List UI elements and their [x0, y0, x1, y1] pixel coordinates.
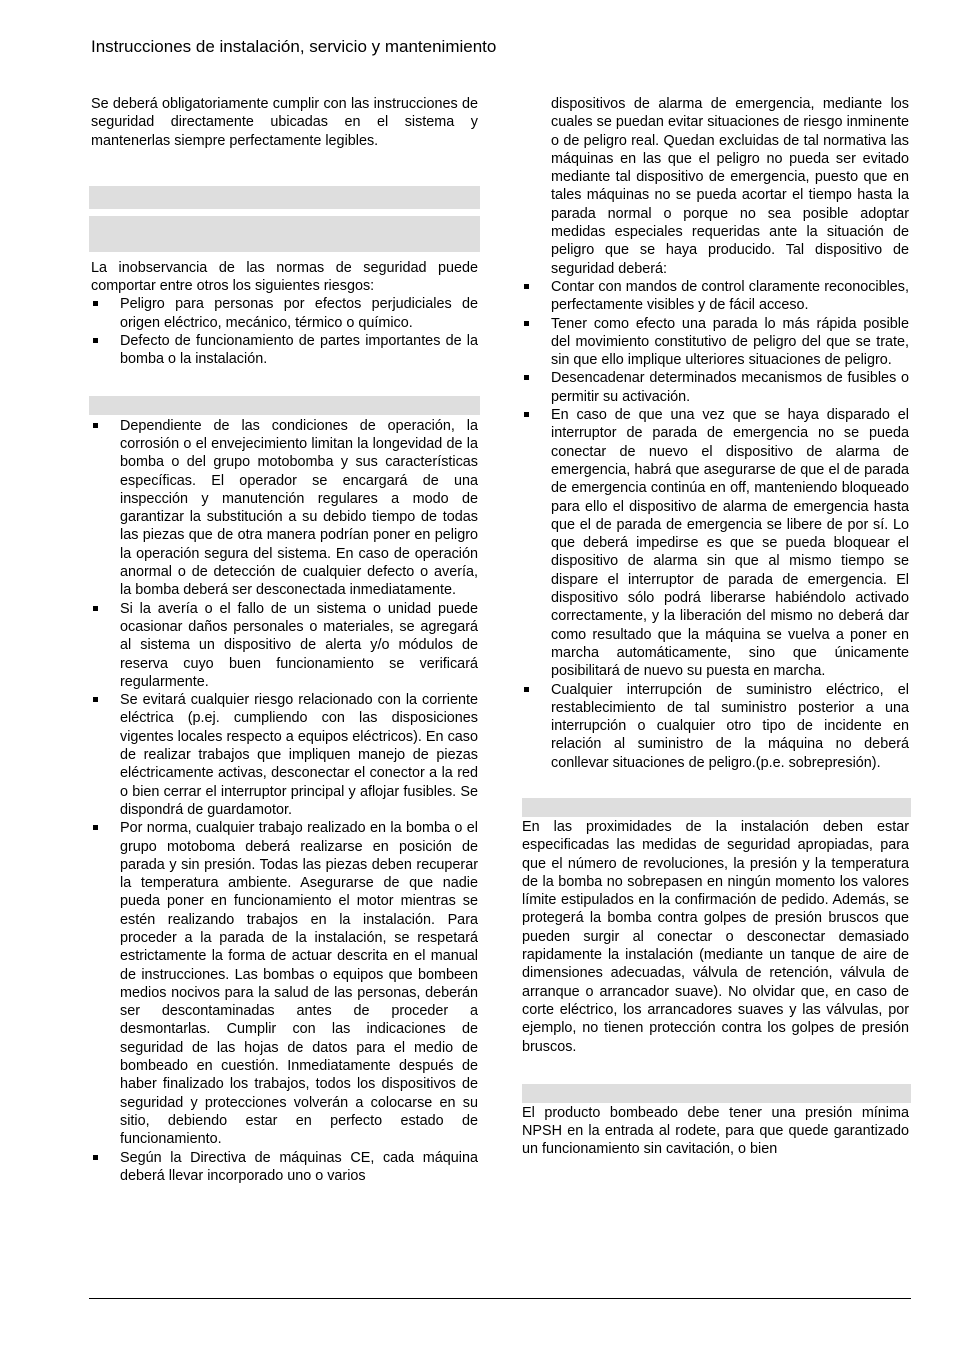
list-item: Desencadenar determinados mecanismos de fusibles o permitir su activación.: [522, 369, 909, 406]
section-heading-bar: [522, 798, 911, 817]
section-heading-bar: [89, 216, 480, 252]
list-item: Tener como efecto una parada lo más rápida posible del movimiento constitutivo de peligro del que se trate, sin que ello implique ulteriores situaciones de peligro.: [522, 315, 909, 370]
list-item: Según la Directiva de máquinas CE, cada máquina deberá llevar incorporado uno o varios: [91, 1149, 478, 1186]
list-item: Peligro para personas por efectos perjudiciales de origen eléctrico, mecánico, térmico o químico.: [91, 295, 478, 332]
limits-paragraph: En las proximidades de la instalación deben estar especificadas las medidas de seguridad apropiadas, para que el número de revoluciones, la presión y la temperatura de la bomba no sobrepasen en ningún momento los valores límite estipulados en la confirmación de pedido. Además, se protegerá la bomba contra golpes de presión bruscos que pueden surgir al conectar o desconectar demasiado rapidamente la instalación (mediante un tanque de aire de dimensiones adecuadas, válvula de retención, válvula de arranque o arrancador suave). No olvidar que, en caso de corte eléctrico, los arrancadores suaves y las válvulas, por ejemplo, no tienen protección contra los golpes de presión bruscos.: [522, 818, 909, 1055]
list-item: En caso de que una vez que se haya disparado el interruptor de parada de emergencia no se pueda conectar de nuevo el dispositivo de alarma de emergencia, habrá que asegurarse de que el de parada de emergencia continúa en off, manteniendo bloqueado para ello el dispositivo de alarma de emergencia hasta que el de parada de emergencia se libere de por sí. Lo que deberá impedirse es que se pueda bloquear el dispositivo de alarma sin que al mismo tiempo se dispare el interruptor de parada de emergencia. El dispositivo sólo podrá liberarse habiéndolo activado correctamente, y la liberación del mismo no deberá dar como resultado que la máquina se vuelva a poner en marcha automáticamente, sino que únicamente posibilitará de nuevo su puesta en marcha.: [522, 406, 909, 680]
right-column: [522, 95, 909, 1159]
footer-rule: [89, 1298, 911, 1299]
list-item: Defecto de funcionamiento de partes importantes de la bomba o la instalación.: [91, 332, 478, 369]
intro-paragraph: Se deberá obligatoriamente cumplir con las instrucciones de seguridad directamente ubicadas en el sistema y mantenerlas siempre perfectamente legibles.: [91, 96, 478, 149]
risk-intro-paragraph: La inobservancia de las normas de seguridad puede comportar entre otros los siguientes riesgos:: [91, 259, 478, 295]
section-heading-bar: [89, 396, 480, 415]
list-item: Si la avería o el fallo de un sistema o unidad puede ocasionar daños personales o materiales, se agregará al sistema un dispositivo de alerta y/o módulos de reserva cuyo buen funcionamiento se verificará regularmente.: [91, 600, 478, 691]
risk-list: [91, 295, 478, 368]
list-item: Dependiente de las condiciones de operación, la corrosión o el envejecimiento limitan la longevidad de la bomba o del grupo motobomba y sus características específicas. El operador se encargará de una inspección y manutención regulares a modo de garantizar la substitución a su debido tiempo de todas las piezas que de otra manera podrían poner en peligro la operación segura del sistema. En caso de operación anormal o de detección de cualquier defecto o avería, la bomba deberá ser desconectada inmediatamente.: [91, 417, 478, 600]
section-heading-bar: [522, 1084, 911, 1103]
emergency-device-list: [522, 278, 909, 772]
continuation-paragraph: dispositivos de alarma de emergencia, mediante los cuales se puedan evitar situaciones de riesgo inminente o de peligro real. Quedan excluidas de tal normativa las máquinas en las que el peligro no pueda ser evitado mediante tal dispositivo de emergencia, puesto que en tales máquinas no se pueda acortar el tiempo hasta la parada normal o porque no sea posible adoptar medidas especiales requeridas ante la situación de peligro que se haya producido. Tal dispositivo de seguridad deberá:: [551, 96, 909, 277]
section-heading-bar: [89, 186, 480, 209]
left-column: [91, 95, 478, 1185]
list-item: Por norma, cualquier trabajo realizado en la bomba o el grupo motoboma deberá realizarse en posición de parada y sin presión. Todas las piezas deben recuperar la temperatura ambiente. Asegurarse de que nadie pueda poner en funcionamiento el motor mientras se estén realizando trabajos en la instalación. Para proceder a la parada de la instalación, se respetará estrictamente la forma de actuar descrita en el manual de instrucciones. Las bombas o equipos que bombeen medios nocivos para la salud de las personas, deberán ser descontaminadas antes de proceder a desmontarlas. Cumplir con las indicaciones de seguridad de las hojas de datos para el medio de bombeado en cuestión. Inmediatamente después de haber finalizado los trabajos, todos los dispositivos de seguridad y protecciones volverán a colocarse en su sitio, debiendo estar en perfecto estado de funcionamiento.: [91, 819, 478, 1148]
list-item: Se evitará cualquier riesgo relacionado con la corriente eléctrica (p.ej. cumpliendo con las disposiciones vigentes locales respecto a equipos eléctricos). En caso de realizar trabajos que impliquen manejo de piezas eléctricamente activas, desconectar el conector a la red o bien cerrar el interruptor principal y aflojar fusibles. Se dispondrá de guardamotor.: [91, 691, 478, 819]
list-item: Contar con mandos de control claramente reconocibles, perfectamente visibles y de fácil acceso.: [522, 278, 909, 315]
list-item: Cualquier interrupción de suministro eléctrico, el restablecimiento de tal suministro posterior a una interrupción o cualquier otro tipo de incidente en relación al suministro de la máquina no deberá conllevar situaciones de peligro.(p.e. sobrepresión).: [522, 681, 909, 772]
npsh-paragraph: El producto bombeado debe tener una presión mínima NPSH en la entrada al rodete, para que quede garantizado un funcionamiento sin cavitación, o bien: [522, 1104, 909, 1158]
safety-items-list: [91, 417, 478, 1185]
page-header-title: Instrucciones de instalación, servicio y mantenimiento: [91, 37, 497, 56]
